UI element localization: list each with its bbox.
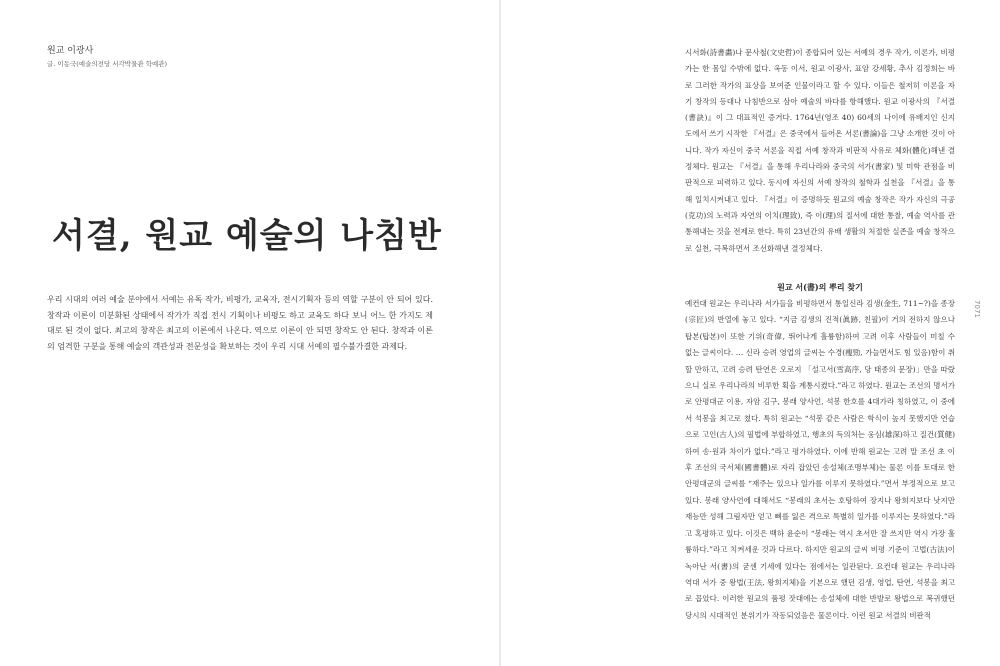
- body-section-1: [685, 45, 955, 257]
- page-numbers: [968, 300, 982, 318]
- body-section-2: [685, 296, 955, 624]
- intro-text: 우리 시대의 여러 예술 분야에서 서예는 유독 작가, 비평가, 교육자, 전시기획자 등의 역할 구분이 안 되어 있다. 창작과 이론이 미분화된 상태에서 작가가 직접 전시 기획이나 비평도 하고 교육도 하다 보니 어느 한 가지도 제대로 된 것이 없다. 최고의 창작은 최고의 이론에서 나온다. 역으로 이론이 안 되면 창작도 안 된다. 창작과 이론의 엄격한 구분을 통해 예술의 객관성과 전문성을 확보하는 것이 우리 시대 서예의 필수불가결한 과제다.: [47, 295, 433, 351]
- intro-paragraph: [47, 292, 433, 354]
- body-paragraph-1: 시서화(詩書畵)나 문사철(文史哲)이 종합되어 있는 서예의 경우 작가, 이론가, 비평가는 한 몸일 수밖에 없다. 옥동 이서, 원교 이광사, 표암 강세황, 추사 김정희는 바로 그러한 작가의 표상을 보여준 인물이라고 할 수 있다. 이들은 철저히 이론을 자기 창작의 등대나 나침반으로 삼아 예술의 바다를 항해했다. 원교 이광사의 『서결(書訣)』이 그 대표적인 증거다. 1764년(영조 40) 60세의 나이에 유배지인 신지도에서 쓰기 시작한 『서결』은 중국에서 들어온 서론(書論)을 그냥 소개한 것이 아니다. 작가 자신이 중국 서론을 직접 서예 창작과 비판적 사유로 체화(體化)해낸 결정체다. 원교는 『서결』을 통해 우리나라와 중국의 서가(書家) 및 미학 관점을 비판적으로 피력하고 있다. 동시에 자신의 서예 창작의 철학과 실천을 『서결』을 통해 일치시켜내고 있다. 『서결』이 증명하듯 원교의 예술 창작은 작가 자신의 극공(克功)의 노력과 자연의 이치(理致), 즉 이(理)의 질서에 대한 통찰, 예술 역사를 관통해내는 것을 전제로 한다. 특히 23년간의 유배 생활의 처절한 실존을 예술 창작으로 실천, 극복하면서 조선화해낸 결정체다.: [685, 48, 955, 253]
- page-number-left: 70: [973, 300, 981, 309]
- section-subheading: 원교 서(書)의 뿌리 찾기: [777, 282, 863, 292]
- article-title: 서결, 원교 예술의 나침반: [52, 216, 442, 256]
- body-paragraph-2: 예컨대 원교는 우리나라 서가들을 비평하면서 통일신라 김생(金生, 711~?)을 종장(宗匠)의 반열에 놓고 있다. “지금 김생의 진적(眞跡, 친필)이 거의 전하지 않으나 탑본(탑본)이 또한 기위(奇偉, 뛰어나게 훌륭함)하여 고려 이후 사람들이 미칠 수 없는 글씨이다. … 신라 승려 영업의 글씨는 수경(瘦勁, 가늘면서도 힘 있음)함이 취할 만하고, 고려 승려 탄연은 오로지 「설고서(雪高序, 당 태종의 문장)」만을 따랐으니 실로 우리나라의 비루한 획을 계통시켰다.”라고 하였다. 원교는 조선의 명서가로 안평대군 이용, 자암 김구, 봉래 양사언, 석봉 한호를 4대가라 칭하였고, 이 중에서 석봉을 최고로 쳤다. 특히 원교는 “석봉 같은 사람은 학식이 높지 못했지만 연습으로 고인(古人)의 필법에 부합하였고, 행초의 득의처는 웅심(雄深)하고 질건(質健)하여 송·원과 차이가 없다.”라고 평가하였다. 이에 반해 원교는 고려 말 조선 초 이후 조선의 국서체(國書體)로 자리 잡았던 송설체(조맹부체)는 물론 이를 토대로 한 안평대군의 글씨를 “재주는 있으나 일가를 이루지 못하였다.”면서 부정적으로 보고 있다. 봉래 양사언에 대해서도 “봉래의 초서는 호탕하여 장지나 왕희지보다 낫지만 재능만 성해 그림자만 얻고 뼈를 잃은 격으로 특별히 일가를 이루지는 못하였다.”라고 혹평하고 있다. 이것은 백하 윤순이 “봉래는 역시 초서만 잘 쓰지만 역시 가장 훌륭하다.”라고 치켜세운 것과 다르다. 하지만 원교의 글씨 비평 기준이 고법(古法)이 녹아난 서(書)의 굳센 기세에 있다는 점에서는 일관된다. 요컨대 원교는 우리나라 역대 서가 중 왕법(王法, 왕희지체)을 기본으로 했던 김생, 영업, 탄연, 석봉을 최고로 꼽았다. 이러한 원교의 품평 잣대에는 송설체에 대한 반발로 왕법으로 복귀했던 당시의 시대적인 분위기가 작동되었음은 물론이다. 이런 원교 서결의 비판적: [685, 299, 955, 620]
- page-number-right: 71: [973, 308, 981, 318]
- author-byline: 글. 이동국(예술의전당 서각박물관 학예관): [47, 60, 168, 68]
- section-label: 원교 이광사: [47, 46, 94, 56]
- right-page: [500, 0, 1000, 666]
